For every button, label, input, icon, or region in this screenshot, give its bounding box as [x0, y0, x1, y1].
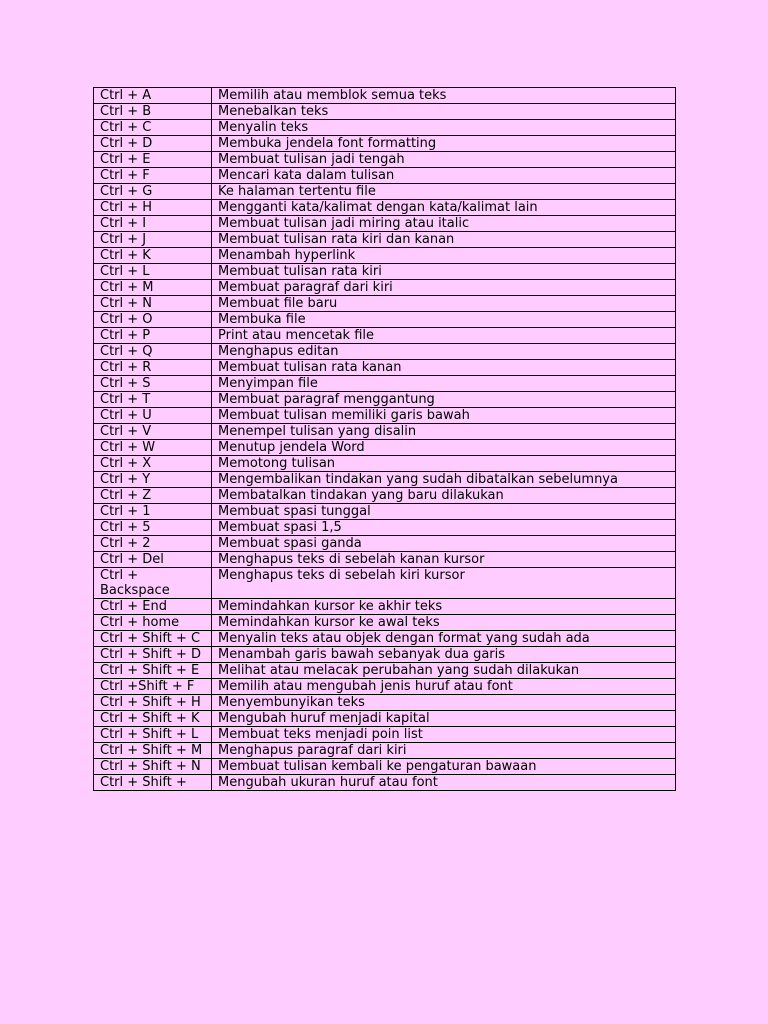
- shortcut-key-cell: Ctrl + Shift + H: [94, 695, 212, 711]
- shortcut-description-cell: Memotong tulisan: [212, 456, 676, 472]
- table-row: [94, 200, 676, 216]
- shortcut-table: [93, 87, 676, 791]
- shortcut-description-cell: Membuat spasi tunggal: [212, 504, 676, 520]
- table-row: [94, 136, 676, 152]
- shortcut-description-cell: Membuka file: [212, 312, 676, 328]
- table-row: [94, 232, 676, 248]
- shortcut-description-cell: Menyalin teks atau objek dengan format yang sudah ada: [212, 631, 676, 647]
- shortcut-description-cell: Ke halaman tertentu file: [212, 184, 676, 200]
- shortcut-key-cell: Ctrl + T: [94, 392, 212, 408]
- table-row: [94, 440, 676, 456]
- shortcut-description-cell: Menempel tulisan yang disalin: [212, 424, 676, 440]
- table-row: [94, 663, 676, 679]
- shortcut-description-cell: Membuat tulisan kembali ke pengaturan bawaan: [212, 759, 676, 775]
- table-row: [94, 280, 676, 296]
- table-row: [94, 472, 676, 488]
- table-row: [94, 120, 676, 136]
- shortcut-description-cell: Membuat tulisan rata kiri: [212, 264, 676, 280]
- table-row: [94, 536, 676, 552]
- shortcut-key-cell: Ctrl + End: [94, 599, 212, 615]
- shortcut-description-cell: Membuat tulisan memiliki garis bawah: [212, 408, 676, 424]
- shortcut-key-cell: Ctrl + Z: [94, 488, 212, 504]
- shortcut-description-cell: Menghapus paragraf dari kiri: [212, 743, 676, 759]
- shortcut-key-cell: Ctrl + E: [94, 152, 212, 168]
- table-row: [94, 711, 676, 727]
- shortcut-key-cell: Ctrl + O: [94, 312, 212, 328]
- shortcut-description-cell: Menghapus teks di sebelah kanan kursor: [212, 552, 676, 568]
- table-row: [94, 759, 676, 775]
- shortcut-key-cell: Ctrl + Shift +: [94, 775, 212, 791]
- table-row: [94, 743, 676, 759]
- shortcut-key-cell: Ctrl + N: [94, 296, 212, 312]
- table-row: [94, 104, 676, 120]
- shortcut-key-cell: Ctrl + S: [94, 376, 212, 392]
- shortcut-description-cell: Menebalkan teks: [212, 104, 676, 120]
- table-row: [94, 344, 676, 360]
- table-row: [94, 184, 676, 200]
- shortcut-key-cell: Ctrl + J: [94, 232, 212, 248]
- table-row: [94, 216, 676, 232]
- shortcut-key-cell: Ctrl + I: [94, 216, 212, 232]
- shortcut-key-cell: Ctrl + Backspace: [94, 568, 212, 599]
- shortcut-description-cell: Membuat spasi ganda: [212, 536, 676, 552]
- shortcut-key-cell: Ctrl + R: [94, 360, 212, 376]
- shortcut-description-cell: Mengembalikan tindakan yang sudah dibatalkan sebelumnya: [212, 472, 676, 488]
- shortcut-description-cell: Membuka jendela font formatting: [212, 136, 676, 152]
- shortcut-key-cell: Ctrl + Shift + K: [94, 711, 212, 727]
- shortcut-key-cell: Ctrl + P: [94, 328, 212, 344]
- shortcut-key-cell: Ctrl + Y: [94, 472, 212, 488]
- table-row: [94, 248, 676, 264]
- table-row: [94, 152, 676, 168]
- table-row: [94, 599, 676, 615]
- shortcut-key-cell: Ctrl + H: [94, 200, 212, 216]
- table-row: [94, 631, 676, 647]
- shortcut-key-cell: Ctrl + Del: [94, 552, 212, 568]
- table-row: [94, 88, 676, 104]
- table-row: [94, 376, 676, 392]
- shortcut-key-cell: Ctrl + G: [94, 184, 212, 200]
- table-row: [94, 168, 676, 184]
- table-row: [94, 264, 676, 280]
- table-row: [94, 775, 676, 791]
- shortcut-description-cell: Membuat file baru: [212, 296, 676, 312]
- shortcut-description-cell: Membatalkan tindakan yang baru dilakukan: [212, 488, 676, 504]
- shortcut-key-cell: Ctrl + U: [94, 408, 212, 424]
- table-row: [94, 727, 676, 743]
- shortcut-description-cell: Menyalin teks: [212, 120, 676, 136]
- shortcut-description-cell: Memindahkan kursor ke awal teks: [212, 615, 676, 631]
- table-row: [94, 328, 676, 344]
- table-row: [94, 360, 676, 376]
- shortcut-description-cell: Membuat tulisan jadi tengah: [212, 152, 676, 168]
- shortcut-key-cell: Ctrl + 5: [94, 520, 212, 536]
- table-row: [94, 296, 676, 312]
- table-row: [94, 679, 676, 695]
- shortcut-description-cell: Membuat tulisan rata kanan: [212, 360, 676, 376]
- shortcut-description-cell: Menyembunyikan teks: [212, 695, 676, 711]
- table-row: [94, 615, 676, 631]
- table-row: [94, 520, 676, 536]
- shortcut-key-cell: Ctrl + V: [94, 424, 212, 440]
- shortcut-key-cell: Ctrl + Shift + N: [94, 759, 212, 775]
- table-row: [94, 424, 676, 440]
- shortcut-key-cell: Ctrl + X: [94, 456, 212, 472]
- shortcut-key-cell: Ctrl + F: [94, 168, 212, 184]
- shortcut-description-cell: Mencari kata dalam tulisan: [212, 168, 676, 184]
- shortcut-key-cell: Ctrl + Shift + D: [94, 647, 212, 663]
- shortcut-key-cell: Ctrl + M: [94, 280, 212, 296]
- shortcut-description-cell: Membuat paragraf dari kiri: [212, 280, 676, 296]
- table-row: [94, 695, 676, 711]
- table-row: [94, 456, 676, 472]
- shortcut-key-cell: Ctrl +Shift + F: [94, 679, 212, 695]
- shortcut-key-cell: Ctrl + L: [94, 264, 212, 280]
- shortcut-key-cell: Ctrl + D: [94, 136, 212, 152]
- shortcut-key-cell: Ctrl + A: [94, 88, 212, 104]
- table-row: [94, 312, 676, 328]
- shortcut-description-cell: Mengubah ukuran huruf atau font: [212, 775, 676, 791]
- shortcut-description-cell: Menghapus teks di sebelah kiri kursor: [212, 568, 676, 599]
- shortcut-description-cell: Mengganti kata/kalimat dengan kata/kalimat lain: [212, 200, 676, 216]
- shortcut-description-cell: Print atau mencetak file: [212, 328, 676, 344]
- shortcut-key-cell: Ctrl + Shift + C: [94, 631, 212, 647]
- shortcut-table-body: [94, 88, 676, 791]
- shortcut-key-cell: Ctrl + K: [94, 248, 212, 264]
- table-row: [94, 408, 676, 424]
- shortcut-key-cell: Ctrl + C: [94, 120, 212, 136]
- shortcut-description-cell: Membuat teks menjadi poin list: [212, 727, 676, 743]
- shortcut-description-cell: Melihat atau melacak perubahan yang sudah dilakukan: [212, 663, 676, 679]
- table-row: [94, 568, 676, 599]
- shortcut-key-cell: Ctrl + W: [94, 440, 212, 456]
- shortcut-description-cell: Menambah garis bawah sebanyak dua garis: [212, 647, 676, 663]
- table-row: [94, 392, 676, 408]
- shortcut-description-cell: Menyimpan file: [212, 376, 676, 392]
- shortcut-description-cell: Memilih atau mengubah jenis huruf atau font: [212, 679, 676, 695]
- shortcut-key-cell: Ctrl + home: [94, 615, 212, 631]
- shortcut-description-cell: Membuat paragraf menggantung: [212, 392, 676, 408]
- table-row: [94, 504, 676, 520]
- shortcut-key-cell: Ctrl + Q: [94, 344, 212, 360]
- shortcut-description-cell: Menghapus editan: [212, 344, 676, 360]
- table-row: [94, 647, 676, 663]
- shortcut-key-cell: Ctrl + 2: [94, 536, 212, 552]
- table-row: [94, 552, 676, 568]
- shortcut-description-cell: Membuat spasi 1,5: [212, 520, 676, 536]
- shortcut-key-cell: Ctrl + Shift + L: [94, 727, 212, 743]
- shortcut-description-cell: Memilih atau memblok semua teks: [212, 88, 676, 104]
- shortcut-key-cell: Ctrl + 1: [94, 504, 212, 520]
- shortcut-description-cell: Mengubah huruf menjadi kapital: [212, 711, 676, 727]
- shortcut-key-cell: Ctrl + B: [94, 104, 212, 120]
- shortcut-key-cell: Ctrl + Shift + M: [94, 743, 212, 759]
- shortcut-description-cell: Membuat tulisan rata kiri dan kanan: [212, 232, 676, 248]
- shortcut-description-cell: Membuat tulisan jadi miring atau italic: [212, 216, 676, 232]
- table-row: [94, 488, 676, 504]
- shortcut-description-cell: Memindahkan kursor ke akhir teks: [212, 599, 676, 615]
- shortcut-description-cell: Menambah hyperlink: [212, 248, 676, 264]
- shortcut-key-cell: Ctrl + Shift + E: [94, 663, 212, 679]
- shortcut-description-cell: Menutup jendela Word: [212, 440, 676, 456]
